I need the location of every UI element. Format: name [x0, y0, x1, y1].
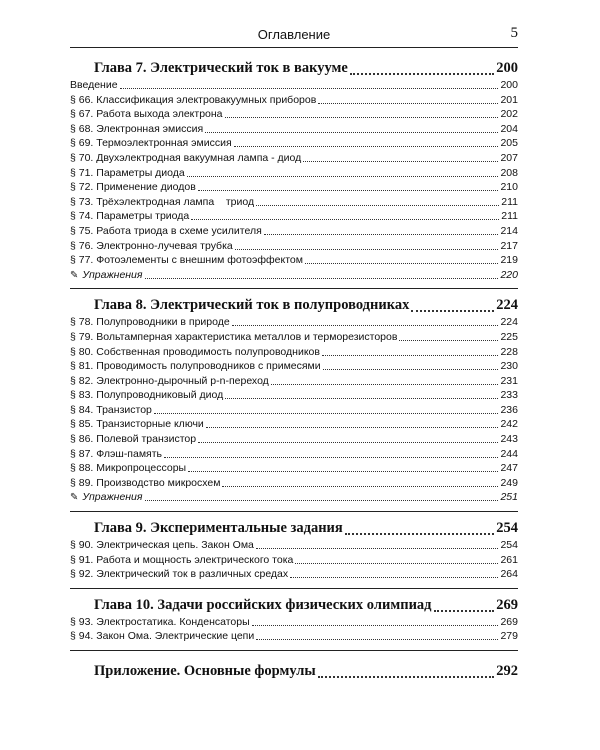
- appendix-title: Приложение. Основные формулы: [94, 663, 316, 679]
- dot-leader: [206, 418, 499, 428]
- entry-label: § 82. Электронно-дырочный p-n-переход: [70, 374, 269, 387]
- toc-entry[interactable]: [70, 253, 518, 268]
- chapter-divider: [70, 511, 518, 512]
- toc-entry[interactable]: [70, 315, 518, 330]
- entry-page: 207: [500, 151, 518, 164]
- toc-entry[interactable]: [70, 374, 518, 389]
- dot-leader: [399, 331, 498, 341]
- entry-label: § 83. Полупроводниковый диод: [70, 389, 224, 402]
- header-rule: [70, 47, 518, 48]
- dot-leader: [318, 94, 498, 104]
- toc-entry[interactable]: [70, 224, 518, 239]
- toc-entry[interactable]: [70, 239, 518, 254]
- entry-page: 211: [501, 210, 518, 223]
- entry-page: 204: [500, 122, 518, 135]
- entry-label: § 89. Производство микросхем: [70, 476, 221, 489]
- entry-page: 201: [500, 93, 518, 106]
- entry-page: 225: [500, 330, 518, 343]
- appendix-heading[interactable]: [70, 661, 518, 681]
- dot-leader: [205, 123, 498, 133]
- dot-leader: [232, 316, 499, 326]
- entry-page: 269: [500, 615, 518, 628]
- toc-entry[interactable]: [70, 388, 518, 403]
- toc-entry[interactable]: [70, 122, 518, 137]
- pencil-icon: ✎: [70, 492, 79, 504]
- entry-label: § 67. Работа выхода электрона: [70, 108, 223, 121]
- toc-entry[interactable]: [70, 553, 518, 568]
- entry-page: 220: [500, 268, 518, 281]
- chapter-title: Глава 8. Электрический ток в полупроводниках: [94, 297, 410, 314]
- dot-leader: [411, 296, 494, 312]
- pencil-icon: ✎: [70, 269, 79, 281]
- entry-label: § 71. Параметры диода: [70, 166, 185, 179]
- entry-label: Введение: [70, 79, 118, 91]
- dot-leader: [154, 404, 499, 414]
- dot-leader: [271, 375, 499, 385]
- dot-leader: [187, 167, 499, 177]
- dot-leader: [290, 568, 498, 578]
- entry-page: 214: [500, 224, 518, 237]
- entry-page: 251: [500, 491, 518, 504]
- table-of-contents: [70, 58, 518, 681]
- entry-page: 243: [500, 433, 518, 446]
- toc-entry[interactable]: [70, 107, 518, 122]
- chapter-divider: [70, 650, 518, 651]
- dot-leader: [164, 448, 498, 458]
- entry-label: § 78. Полупроводники в природе: [70, 316, 230, 329]
- entry-label: § 66. Классификация электровакуумных приборов: [70, 93, 317, 106]
- toc-entry[interactable]: [70, 166, 518, 181]
- entry-label: § 86. Полевой транзистор: [70, 433, 197, 446]
- dot-leader: [295, 554, 498, 564]
- entry-label: § 68. Электронная эмиссия: [70, 122, 204, 135]
- entry-page: 247: [500, 462, 518, 475]
- entry-label: Упражнения: [82, 268, 143, 281]
- toc-entry[interactable]: [70, 461, 518, 476]
- entry-page: 202: [500, 108, 518, 121]
- toc-entry[interactable]: [70, 447, 518, 462]
- entry-label: § 94. Закон Ома. Электрические цепи: [70, 630, 255, 643]
- toc-entry[interactable]: [70, 78, 518, 93]
- toc-entry[interactable]: [70, 209, 518, 224]
- entry-label: § 77. Фотоэлементы с внешним фотоэффектом: [70, 254, 303, 267]
- entry-label: § 72. Применение диодов: [70, 181, 196, 194]
- dot-leader: [303, 152, 498, 162]
- entry-label: § 73. Трёхэлектродная лампа триод: [70, 195, 255, 208]
- dot-leader: [434, 596, 495, 612]
- header-title: Оглавление: [257, 27, 331, 42]
- dot-leader: [256, 630, 498, 640]
- entry-label: § 93. Электростатика. Конденсаторы: [70, 615, 250, 628]
- dot-leader: [198, 181, 499, 191]
- entry-label: § 75. Работа триода в схеме усилителя: [70, 224, 262, 237]
- chapter-page: 254: [496, 520, 518, 537]
- dot-leader: [145, 491, 499, 501]
- entry-page: 261: [500, 553, 518, 566]
- dot-leader: [264, 225, 499, 235]
- chapter-9-section: [70, 518, 518, 589]
- entry-label: § 74. Параметры триода: [70, 210, 190, 223]
- entry-label: § 90. Электрическая цепь. Закон Ома: [70, 539, 254, 552]
- chapter-title: Глава 7. Электрический ток в вакууме: [94, 60, 348, 76]
- toc-entry[interactable]: [70, 93, 518, 108]
- dot-leader: [191, 210, 499, 220]
- entry-page: 236: [500, 403, 518, 416]
- toc-entry[interactable]: [70, 180, 518, 195]
- entry-page: 249: [500, 476, 518, 489]
- chapter-10-section: [70, 595, 518, 651]
- dot-leader: [225, 108, 499, 118]
- dot-leader: [323, 360, 499, 370]
- dot-leader: [120, 79, 499, 89]
- toc-entry[interactable]: [70, 476, 518, 491]
- chapter-heading[interactable]: [70, 58, 518, 78]
- dot-leader: [198, 433, 498, 443]
- toc-entry[interactable]: [70, 432, 518, 447]
- dot-leader: [322, 346, 499, 356]
- entry-page: 254: [500, 539, 518, 552]
- entry-page: 219: [500, 254, 518, 267]
- entry-page: 279: [500, 630, 518, 643]
- entry-label: § 81. Проводимость полупроводников с примесями: [70, 360, 321, 373]
- chapter-heading[interactable]: [70, 518, 518, 538]
- entry-page: 200: [500, 79, 518, 91]
- entry-page: 244: [500, 447, 518, 460]
- header-page-number: 5: [510, 25, 518, 41]
- entry-label: § 85. Транзисторные ключи: [70, 418, 204, 431]
- entry-label: Упражнения: [82, 491, 143, 504]
- entry-label: § 79. Вольтамперная характеристика металлов и терморезисторов: [70, 330, 398, 343]
- entry-page: 205: [500, 137, 518, 150]
- entry-page: 264: [500, 568, 518, 581]
- chapter-8-section: [70, 295, 518, 512]
- toc-entry[interactable]: [70, 567, 518, 582]
- entry-label: § 69. Термоэлектронная эмиссия: [70, 137, 232, 150]
- entry-label: § 88. Микропроцессоры: [70, 462, 187, 475]
- dot-leader: [350, 59, 494, 75]
- toc-entry[interactable]: [70, 615, 518, 630]
- entry-page: 224: [500, 316, 518, 329]
- chapter-7-section: [70, 58, 518, 289]
- chapter-page: 269: [496, 596, 518, 613]
- entry-label: § 80. Собственная проводимость полупроводников: [70, 345, 320, 358]
- dot-leader: [305, 254, 499, 264]
- exercises-entry[interactable]: [70, 490, 518, 505]
- entry-label: § 91. Работа и мощность электрического тока: [70, 553, 294, 566]
- appendix-section: [70, 657, 518, 681]
- entry-page: 211: [501, 195, 518, 208]
- toc-entry[interactable]: [70, 417, 518, 432]
- toc-entry[interactable]: [70, 136, 518, 151]
- chapter-divider: [70, 588, 518, 589]
- entry-page: 242: [500, 418, 518, 431]
- dot-leader: [252, 616, 499, 626]
- entry-page: 217: [500, 239, 518, 252]
- toc-entry[interactable]: [70, 330, 518, 345]
- dot-leader: [345, 519, 494, 535]
- dot-leader: [318, 662, 495, 678]
- toc-entry[interactable]: [70, 345, 518, 360]
- entry-page: 230: [500, 360, 518, 373]
- chapter-heading[interactable]: [70, 595, 518, 615]
- toc-entry[interactable]: [70, 629, 518, 644]
- chapter-title: Глава 9. Экспериментальные задания: [94, 520, 343, 537]
- entry-page: 208: [500, 166, 518, 179]
- chapter-page: 200: [496, 60, 518, 76]
- entry-page: 210: [500, 181, 518, 194]
- dot-leader: [145, 269, 499, 279]
- chapter-heading[interactable]: [70, 295, 518, 315]
- chapter-page: 224: [496, 297, 518, 314]
- entry-label: § 76. Электронно-лучевая трубка: [70, 239, 233, 252]
- appendix-page: 292: [496, 663, 518, 679]
- entry-page: 233: [500, 389, 518, 402]
- dot-leader: [256, 539, 499, 549]
- toc-entry[interactable]: [70, 538, 518, 553]
- entry-label: § 70. Двухэлектродная вакуумная лампа - диод: [70, 151, 302, 164]
- entry-page: 231: [500, 374, 518, 387]
- exercises-entry[interactable]: [70, 268, 518, 283]
- dot-leader: [188, 462, 498, 472]
- toc-entry[interactable]: [70, 359, 518, 374]
- dot-leader: [225, 389, 498, 399]
- running-header: [70, 24, 518, 48]
- entry-label: § 92. Электрический ток в различных средах: [70, 568, 289, 581]
- chapter-title: Глава 10. Задачи российских физических олимпиад: [94, 596, 432, 613]
- dot-leader: [222, 477, 498, 487]
- dot-leader: [234, 137, 499, 147]
- dot-leader: [256, 196, 499, 206]
- entry-page: 228: [500, 345, 518, 358]
- entry-label: § 87. Флэш-память: [70, 447, 163, 460]
- chapter-divider: [70, 288, 518, 289]
- dot-leader: [235, 240, 499, 250]
- toc-entry[interactable]: [70, 403, 518, 418]
- toc-entry[interactable]: [70, 151, 518, 166]
- toc-entry[interactable]: [70, 195, 518, 210]
- entry-label: § 84. Транзистор: [70, 403, 152, 416]
